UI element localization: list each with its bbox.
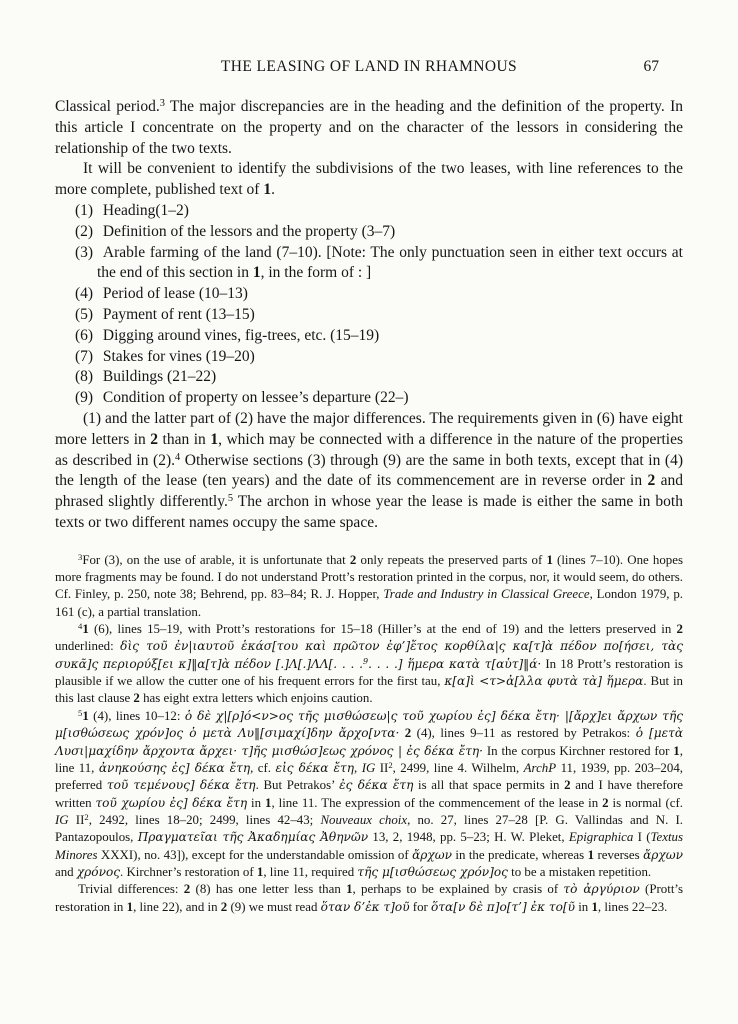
greek-text: Πραγματεῖαι τῆς Ἀκαδημίας Ἀθηνῶν	[137, 830, 369, 845]
text-segment: 1	[587, 847, 595, 862]
text-segment: (lines 7–10). One hopes more fragments may be found. I do not understand Prott’s restoration printed in the corpus, nor, it would seem, do others. Cf. Finley, p. 250, note 38; Behrend, pp. 83–84; R. J. Hopper,	[55, 552, 683, 602]
list-item	[55, 222, 683, 243]
text-segment: XXXI), no. 43]), except for the understandable omission of	[97, 847, 413, 862]
footnote-marker: 4	[78, 621, 83, 632]
list-item-label: (4)	[75, 285, 94, 303]
text-segment: Definition of the lessors and the property (3–7)	[102, 222, 396, 240]
list-item	[55, 347, 683, 368]
text-segment: underlined:	[55, 639, 121, 654]
text-segment: and	[55, 864, 77, 879]
text-segment: 1	[265, 795, 272, 810]
footnotes	[55, 552, 683, 916]
text-segment: , lines 22–23.	[597, 899, 668, 914]
text-segment: 1	[252, 264, 261, 282]
text-segment: I (	[633, 830, 651, 845]
text-segment: Textus Minores	[55, 830, 683, 862]
text-segment: , London 1979, p. 161 (c), a partial translation.	[55, 587, 683, 619]
greek-text: ὁ [μετὰ Λυσι|μαχίδην ἄρχοντα ἄρχει· τ]ῆς μισθώσ]εως χρόνος | ἐς δέκα ἔτη·	[55, 726, 684, 758]
list-item-label: (1)	[75, 201, 94, 219]
footnote-marker: 5	[78, 707, 83, 718]
footnote-marker: 5	[227, 493, 234, 505]
list-item-label: (5)	[75, 305, 94, 323]
text-segment: 2	[349, 552, 357, 567]
footnote	[55, 708, 683, 881]
text-segment: IG	[361, 760, 376, 775]
text-segment: 2	[150, 430, 159, 448]
text-segment: (4), lines 10–12:	[88, 708, 185, 723]
text-segment: , in the form of : ]	[260, 264, 372, 282]
text-segment: 1	[126, 899, 134, 914]
list-item	[55, 243, 683, 285]
text-segment: , which may be connected with a difference in the nature of the properties as described in (2).	[55, 430, 684, 469]
text-segment: Digging around vines, fig-trees, etc. (15–19)	[102, 326, 380, 344]
page-number: 67	[643, 58, 659, 75]
text-segment: , no. 27, lines 27–28 [P. G. Vallindas and N. I. Pantazopoulos,	[55, 812, 684, 845]
text-segment: 1	[256, 864, 264, 879]
text-segment: , line 11. The expression of the commencement of the lease in	[271, 795, 603, 810]
text-segment: Period of lease (10–13)	[102, 285, 248, 303]
text-segment: 1	[82, 622, 89, 637]
text-segment: 2	[404, 726, 412, 741]
footnote	[55, 881, 683, 916]
text-segment: , line 11,	[55, 743, 683, 775]
greek-text: ἄρχων	[412, 847, 452, 862]
greek-text: κ[α]ὶ <τ>ἀ[λλα φυτὰ τὰ] ἥμερα	[444, 674, 644, 689]
text-segment: . But Petrakos’	[255, 778, 340, 793]
greek-text: ὁ δὲ χ|[ρ]ό<ν>ος τῆς μισθώσεω|ς τοῦ χωρίου ἐς] δέκα ἔτη· |[ἄρχ]ει ἄρχων τῆς μ[ισθώσεως χρόν]ος ὁ μετὰ Λυ‖[σιμαχί]δην ἄρχο[ντα·	[55, 708, 683, 741]
text-segment: , 2492, lines 18–20; 2499, lines 42–43;	[88, 812, 321, 827]
greek-text: τοῦ χωρίου ἐς] δέκα ἔτη	[95, 795, 248, 810]
greek-text: τοῦ τεμένους] δέκα ἔτη	[106, 778, 256, 793]
text-segment: 1	[673, 743, 680, 758]
list-item-label: (2)	[75, 222, 94, 240]
list-item	[55, 284, 683, 305]
list-item-label: (8)	[75, 368, 94, 386]
text-segment: II	[68, 812, 85, 827]
paragraph-subdivisions-intro	[55, 159, 683, 201]
text-segment: is normal (cf.	[608, 795, 683, 810]
greek-text: δὶς τοῦ ἐν|ιαυτοῦ ἑκάσ[του καὶ πρῶτον ἐφ’]ἔτος κορθίλα|ς κα[τ]ὰ πέδον πο[ήσει, τὰς συκᾶ]ς περιορύξ[ει κ]‖α[τ]ὰ πέδον [.]Λ[.]ΛΛ[. . . .	[55, 639, 683, 671]
footnote-marker: 3	[78, 551, 83, 562]
text-segment: The major discrepancies are in the heading and the definition of the property. In this article I concentrate on the property and on the character of the lessors in considering the relationship of the two texts.	[55, 98, 683, 157]
text-segment: For (3), on the use of arable, it is unfortunate that	[82, 552, 350, 567]
text-segment: 2	[133, 691, 140, 706]
text-segment: 13, 2, 1948, pp. 5–23; H. W. Pleket,	[368, 830, 569, 845]
text-segment: , 2499, line 4. Wilhelm,	[392, 760, 524, 775]
greek-text: ἀνηκούσης ἐς] δέκα ἔτη	[98, 760, 251, 775]
text-segment: 2	[676, 622, 683, 637]
text-segment: , line 22), and in	[133, 899, 221, 914]
text-segment: ArchP	[523, 760, 557, 775]
text-segment: , line 11, required	[263, 864, 358, 879]
list-item	[55, 305, 683, 326]
text-segment: to be a mistaken repetition.	[507, 864, 652, 879]
greek-text: 9	[362, 657, 369, 667]
footnote-marker: 4	[175, 451, 181, 463]
text-segment: Classical period.	[55, 98, 160, 115]
text-segment: Stakes for vines (19–20)	[102, 347, 255, 365]
text-segment: ,	[354, 760, 362, 775]
list-item-label: (3)	[75, 243, 94, 261]
text-segment: (Prott’s restoration in	[55, 882, 683, 914]
list-item	[55, 201, 683, 222]
text-segment: in	[247, 795, 266, 810]
text-segment: 11, 1939, pp. 203–204, preferred	[55, 760, 683, 793]
text-segment: for	[409, 899, 432, 914]
text-segment: 1	[591, 899, 598, 914]
list-item-label: (7)	[75, 347, 94, 365]
greek-text: ὅταν δ’ἐκ τ]οῦ	[320, 899, 410, 914]
footnote-marker: 3	[159, 98, 165, 110]
text-segment: in the predicate, whereas	[451, 847, 588, 862]
text-segment: in	[574, 899, 592, 914]
text-segment: is all that space permits in	[413, 778, 565, 793]
text-segment: 1	[263, 181, 272, 199]
text-segment: 1	[210, 430, 219, 448]
text-segment: and I have therefore written	[55, 778, 683, 810]
text-segment: 2	[602, 795, 609, 810]
list-item	[55, 367, 683, 388]
greek-text: εἰς δέκα ἔτη	[275, 760, 355, 775]
text-segment: and phrased slightly differently.	[55, 472, 683, 511]
text-segment: 2	[564, 778, 571, 793]
text-segment: Payment of rent (13–15)	[102, 305, 255, 323]
text-segment: Nouveaux choix	[320, 812, 408, 827]
text-segment: reverses	[594, 847, 644, 862]
text-segment: Trivial differences:	[78, 882, 184, 897]
text-segment: 1	[346, 882, 353, 897]
text-segment: II	[375, 760, 389, 775]
text-segment: (9) we must read	[227, 899, 321, 914]
text-segment: In 18 Prott’s restoration is plausible if we allow the cutter one of his frequent errors for the first tau,	[55, 656, 683, 689]
text-segment: has eight extra letters which enjoins caution.	[139, 691, 373, 706]
text-segment: 2	[220, 899, 228, 914]
footnote	[55, 621, 683, 708]
greek-text: χρόνος	[76, 864, 121, 879]
text-segment: , perhaps to be explained by crasis of	[352, 882, 564, 897]
footnote-marker: 2	[388, 759, 393, 770]
text-segment: Otherwise sections (3) through (9) are the same in both texts, except that in (4) the length of the lease (ten years) and the date of its commencement are in reverse order in	[55, 451, 683, 490]
greek-text: τῆς μ[ισθώσεως χρόν]ος	[357, 864, 508, 879]
greek-text: ὅτα[ν δὲ π]ο[τ’] ἐκ το[ῦ	[431, 899, 575, 914]
text-segment: 2	[647, 472, 656, 490]
text-segment: 1	[546, 552, 553, 567]
article-body	[55, 97, 683, 534]
text-segment: Buildings (21–22)	[102, 368, 217, 386]
text-segment: The archon in whose year the lease is made is either the same in both texts or two different names occupy the same space.	[55, 493, 683, 531]
running-head	[55, 58, 683, 76]
text-segment: .	[271, 181, 275, 199]
paragraph-classical-period	[55, 97, 683, 159]
text-segment: It will be convenient to identify the subdivisions of the two leases, with line references to the more complete, published text of	[55, 160, 683, 199]
text-segment: IG	[55, 812, 69, 827]
list-item	[55, 326, 683, 347]
text-segment: than in	[158, 430, 211, 448]
list-item-label: (6)	[75, 326, 94, 344]
text-segment: (8) has one letter less than	[190, 882, 347, 897]
text-segment: In the corpus Kirchner restored for	[483, 743, 674, 758]
text-segment: Heading(1–2)	[102, 201, 189, 219]
text-segment: (1) and the latter part of (2) have the major differences. The requirements given in (6) have eight more letters in	[55, 409, 683, 448]
text-segment: , cf.	[250, 760, 276, 775]
list-item-label: (9)	[75, 389, 94, 407]
text-segment: Condition of property on lessee’s departure (22–)	[102, 389, 409, 407]
text-segment: (6), lines 15–19, with Prott’s restorations for 15–18 (Hiller’s at the end of 19) and the letters preserved in	[88, 622, 677, 637]
footnote-marker: 2	[84, 812, 89, 823]
text-segment: . But in this last clause	[55, 674, 683, 706]
text-segment: 1	[82, 708, 89, 723]
text-segment: only repeats the preserved parts of	[356, 552, 547, 567]
list-item	[55, 388, 683, 409]
text-segment: . Kirchner’s restoration of	[120, 864, 257, 879]
text-segment: Epigraphica	[568, 830, 634, 845]
subdivision-list	[55, 201, 683, 409]
greek-text: ἄρχων	[643, 847, 683, 862]
greek-text: . . . .] ἥμερα κατὰ τ[αὑτ]‖ά·	[368, 656, 542, 671]
text-segment: 2	[183, 882, 191, 897]
text-segment: (4), lines 9–11 as restored by Petrakos:	[411, 726, 636, 741]
paragraph-differences	[55, 409, 683, 534]
greek-text: ἐς δέκα ἔτη	[339, 778, 414, 793]
footnote	[55, 552, 683, 621]
running-head-title: THE LEASING OF LAND IN RHAMNOUS	[220, 58, 518, 75]
text-segment: Trade and Industry in Classical Greece	[383, 587, 590, 602]
text-segment: Arable farming of the land (7–10). [Note: The only punctuation seen in either text occurs at the end of this section in	[97, 243, 683, 282]
greek-text: τὸ ἀργύριον	[563, 882, 640, 897]
